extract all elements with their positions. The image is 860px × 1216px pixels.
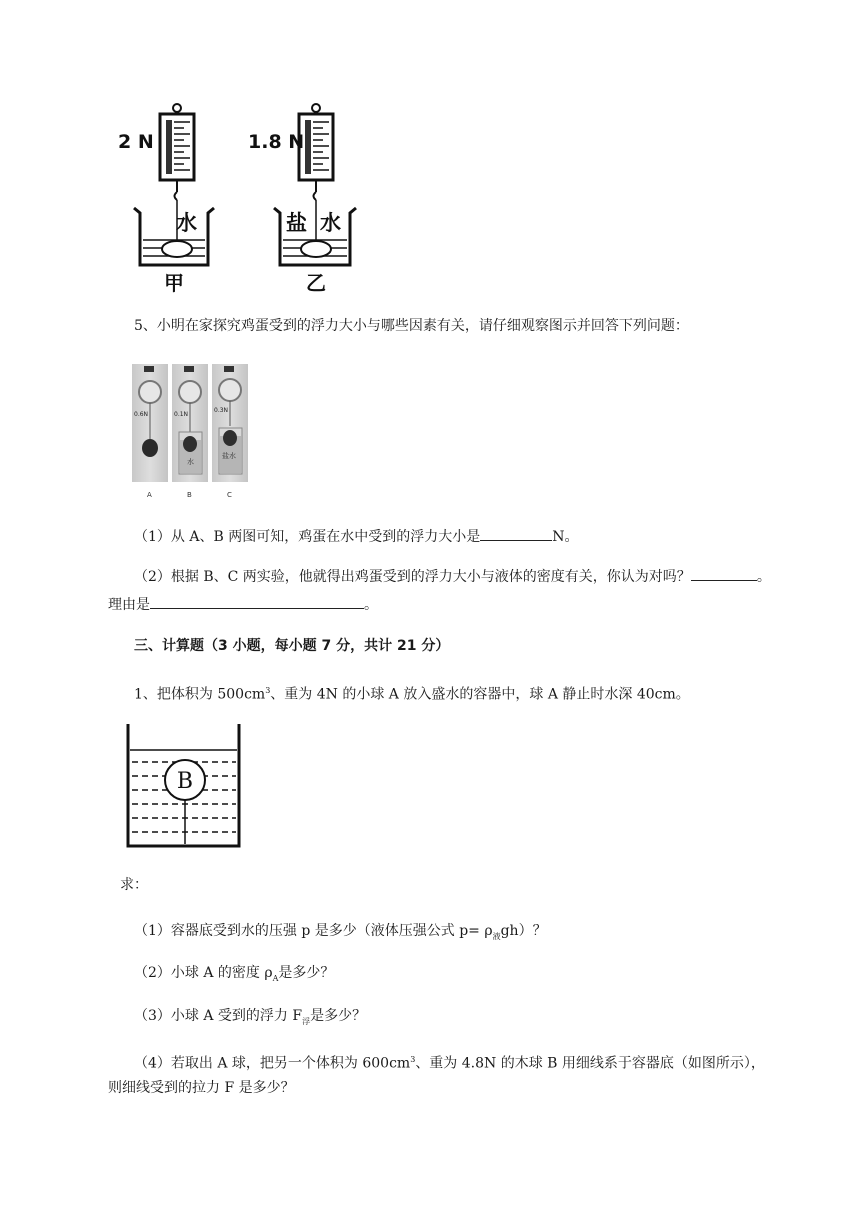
c1-q2-sub: A bbox=[272, 973, 279, 983]
q5-part1-text: （1）从 A、B 两图可知，鸡蛋在水中受到的浮力大小是 bbox=[134, 529, 481, 545]
c1-q4 bbox=[134, 1050, 765, 1074]
ball-b-label: B bbox=[176, 769, 194, 794]
photo-panel-c bbox=[212, 364, 248, 482]
c1-ask: 求： bbox=[120, 877, 148, 893]
q5-part2-text: （2）根据 B、C 两实验，他就得出鸡蛋受到的浮力大小与液体的密度有关，你认为对吗？ bbox=[134, 569, 691, 585]
c1-q1-sub: 液 bbox=[492, 931, 501, 941]
photo-panel-a bbox=[132, 364, 168, 482]
q5-reason-end: 。 bbox=[364, 597, 378, 613]
c1-stem-a: 1、把体积为 500cm bbox=[134, 686, 266, 703]
left-liquid-label: 水 bbox=[176, 211, 197, 235]
reading-a: 0.6N bbox=[134, 411, 149, 418]
c1-q4-b: 、重为 4.8N 的木球 B 用细线系于容器底（如图所示）， bbox=[415, 1055, 765, 1072]
c1-q1 bbox=[134, 921, 547, 947]
left-scale-reading: 2 N bbox=[118, 131, 154, 153]
spring-scale-beaker-figure bbox=[110, 100, 370, 295]
right-liquid-label-1: 盐 bbox=[286, 211, 307, 235]
section3-heading: 三、计算题（3 小题，每小题 7 分，共计 21 分） bbox=[134, 638, 450, 654]
c1-q2-b: 是多少？ bbox=[278, 965, 335, 981]
container-ball-diagram bbox=[122, 720, 246, 852]
c1-q4-sup: 3 bbox=[410, 1055, 416, 1064]
c1-stem-b: 、重为 4N 的小球 A 放入盛水的容器中，球 A 静止时水深 40cm。 bbox=[270, 686, 690, 703]
q5-part2-reason bbox=[108, 594, 378, 615]
photo-panel-b bbox=[172, 364, 208, 482]
right-scale-reading: 1.8 N bbox=[248, 131, 305, 153]
c1-q3 bbox=[134, 1006, 366, 1032]
c1-q3-sub: 浮 bbox=[302, 1016, 311, 1026]
c1-q2-a: （2）小球 A 的密度 ρ bbox=[134, 965, 273, 981]
c1-q3-b: 是多少？ bbox=[310, 1008, 367, 1024]
c1-q1-a: （1）容器底受到水的压强 p 是多少（液体压强公式 p= ρ bbox=[134, 923, 493, 939]
q5-part1-unit: N。 bbox=[552, 529, 579, 545]
right-liquid-label-2: 水 bbox=[320, 211, 341, 235]
c1-q3-a: （3）小球 A 受到的浮力 F bbox=[134, 1008, 303, 1024]
right-figure-caption: 乙 bbox=[306, 271, 326, 295]
q5-part2-end: 。 bbox=[756, 569, 771, 585]
left-beaker bbox=[134, 208, 214, 265]
c1-q1-b: gh）？ bbox=[500, 923, 547, 939]
c1-q4-a: （4）若取出 A 球，把另一个体积为 600cm bbox=[134, 1055, 411, 1072]
c1-stem-sup: 3 bbox=[265, 686, 271, 695]
c1-stem bbox=[134, 681, 690, 705]
q5-reason-blank[interactable] bbox=[150, 594, 364, 609]
q5-part2 bbox=[134, 566, 771, 587]
reading-b: 0.1N bbox=[174, 411, 189, 418]
left-figure-caption: 甲 bbox=[164, 271, 184, 295]
egg-experiment-photo bbox=[130, 360, 250, 502]
c1-q4-line2: 则细线受到的拉力 F 是多少？ bbox=[108, 1080, 295, 1096]
q5-part2-blank[interactable] bbox=[691, 566, 757, 581]
label-b: B bbox=[187, 491, 192, 499]
photo-liquid-c: 盐水 bbox=[222, 452, 236, 460]
reading-c: 0.3N bbox=[214, 407, 229, 414]
label-a: A bbox=[147, 491, 152, 499]
label-c: C bbox=[227, 491, 232, 499]
photo-liquid-b: 水 bbox=[187, 458, 194, 466]
q5-reason-label: 理由是 bbox=[108, 597, 150, 613]
c1-q2 bbox=[134, 963, 334, 989]
q5-part1 bbox=[134, 526, 578, 547]
q5-part1-blank[interactable] bbox=[480, 526, 552, 541]
q5-stem: 5、小明在家探究鸡蛋受到的浮力大小与哪些因素有关，请仔细观察图示并回答下列问题： bbox=[134, 318, 689, 334]
